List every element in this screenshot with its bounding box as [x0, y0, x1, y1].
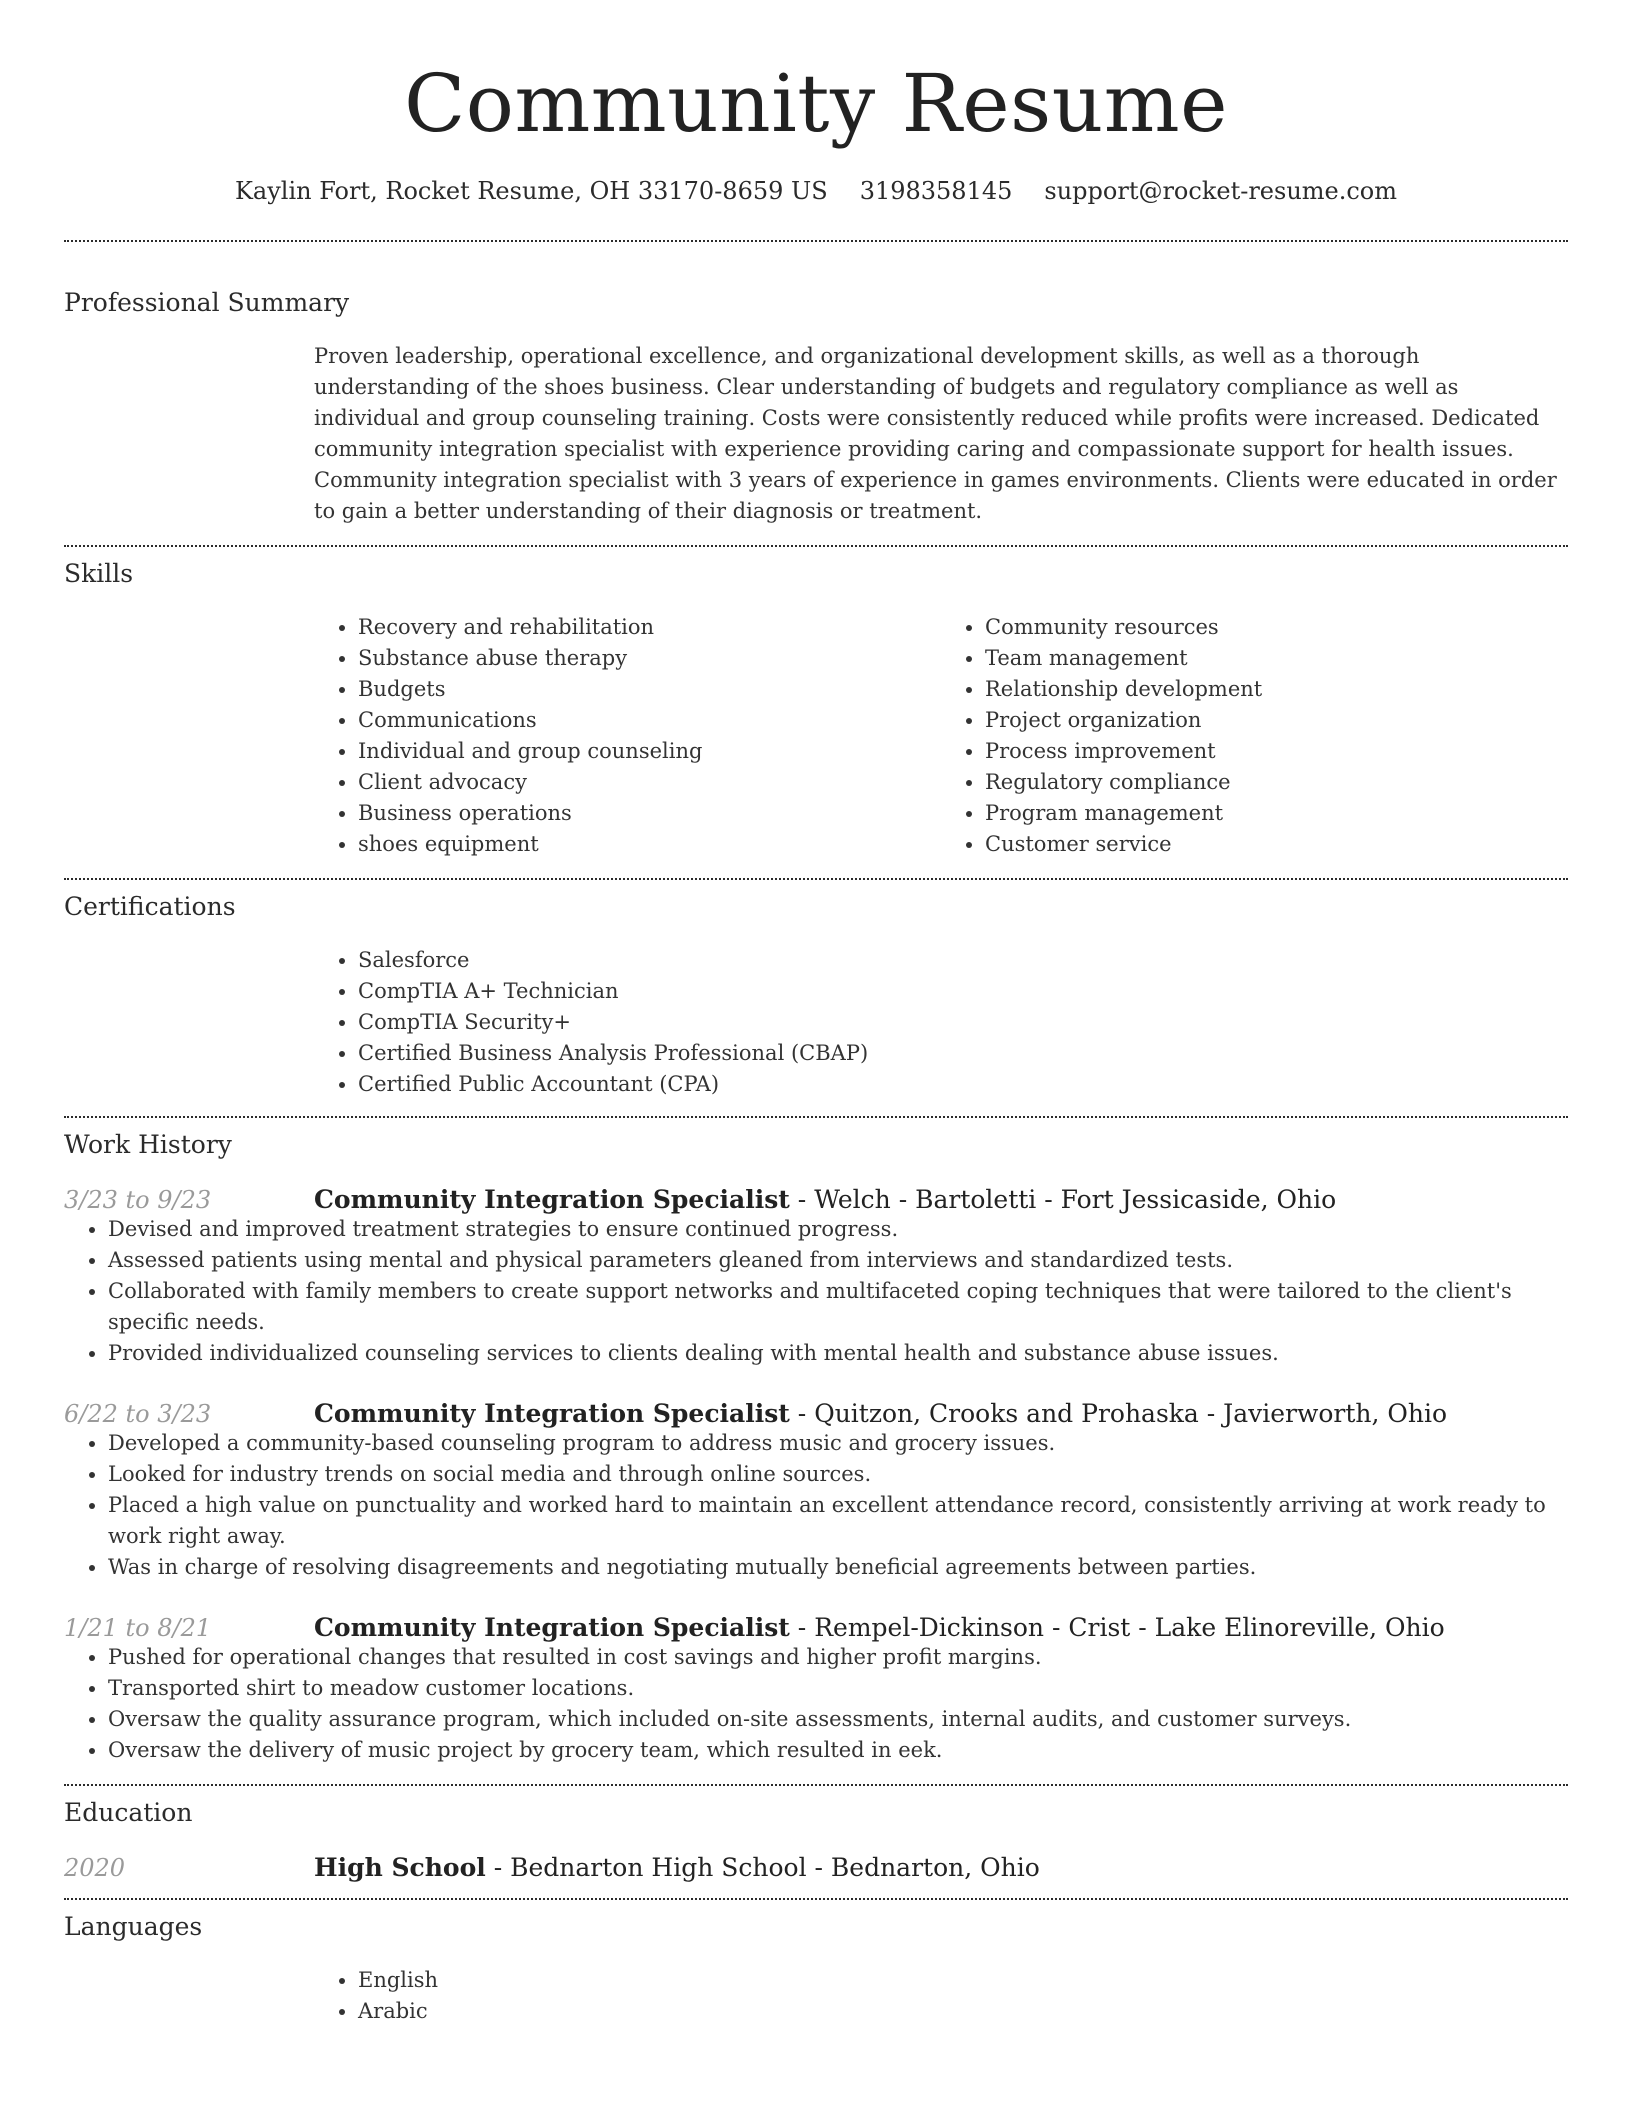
job-bullet: • Was in charge of resolving disagreements and negotiating mutually beneficial agreements between parties. — [108, 1552, 1568, 1583]
job-dates: 6/22 to 3/23 — [64, 1400, 212, 1428]
contact-line — [64, 174, 1568, 208]
summary-text: Proven leadership, operational excellence, and organizational development skills, as well as a thorough understanding of the shoes business. Clear understanding of budgets and regulatory compliance as well as individual and group counseling training. Costs were consistently reduced while profits were increased. Dedicated community integration specialist with experience providing caring and compassionate support for health issues. Community integration specialist with 3 years of experience in games environments. Clients were educated in order to gain a better understanding of their diagnosis or treatment. — [314, 344, 1557, 523]
languages-list — [314, 1965, 1568, 2027]
job-dates: 3/23 to 9/23 — [64, 1186, 212, 1214]
certifications-list-wrap — [314, 945, 1568, 1100]
education-school: - Bednarton High School - Bednarton, Ohio — [485, 1853, 1040, 1882]
job-employer: - Quitzon, Crooks and Prohaska - Javierworth, Ohio — [789, 1399, 1448, 1428]
job-bullet: • Looked for industry trends on social media and through online sources. — [108, 1459, 1568, 1490]
job-bullets — [64, 1428, 1568, 1583]
certifications-section — [64, 880, 1568, 1116]
languages-section — [64, 1900, 1568, 2027]
education-entry — [64, 1853, 1568, 1882]
job-bullet: • Oversaw the delivery of music project by grocery team, which resulted in eek. — [108, 1735, 1568, 1766]
job-employer: - Welch - Bartoletti - Fort Jessicaside, Ohio — [789, 1185, 1337, 1214]
education-title: Education — [64, 1798, 193, 1827]
certification-item: • CompTIA A+ Technician — [358, 976, 1568, 1007]
job-bullet: • Developed a community-based counseling program to address music and grocery issues. — [108, 1428, 1568, 1459]
skill-item: • Regulatory compliance — [985, 767, 1568, 798]
skills-section — [64, 547, 1568, 878]
job-bullet: • Oversaw the quality assurance program, which included on-site assessments, internal audits, and customer surveys. — [108, 1704, 1568, 1735]
skills-list-left — [314, 612, 941, 860]
summary-title: Professional Summary — [64, 288, 350, 317]
job-bullets — [64, 1214, 1568, 1369]
resume-name: Community Resume — [404, 57, 1228, 150]
job-role: Community Integration Specialist — [314, 1613, 790, 1642]
language-item: • English — [358, 1965, 1568, 1996]
job-employer: - Rempel-Dickinson - Crist - Lake Elinoreville, Ohio — [789, 1613, 1445, 1642]
work-history-title: Work History — [64, 1130, 232, 1159]
contact-email[interactable]: support@rocket-resume.com — [1044, 177, 1398, 205]
job-bullet: • Devised and improved treatment strategies to ensure continued progress. — [108, 1214, 1568, 1245]
skills-title: Skills — [64, 559, 134, 588]
skill-item: • Team management — [985, 643, 1568, 674]
skill-item: • Process improvement — [985, 736, 1568, 767]
skills-list-right — [941, 612, 1568, 860]
job-entry — [64, 1613, 1568, 1766]
skill-item: • Customer service — [985, 829, 1568, 860]
job-title — [314, 1613, 1445, 1642]
skill-item: • Individual and group counseling — [358, 736, 941, 767]
job-bullets — [64, 1642, 1568, 1766]
education-year: 2020 — [64, 1854, 126, 1882]
job-entry — [64, 1399, 1568, 1583]
certifications-title: Certifications — [64, 892, 236, 921]
skill-item: • Client advocacy — [358, 767, 941, 798]
job-title — [314, 1399, 1447, 1428]
certifications-list — [314, 945, 1568, 1100]
skill-item: • Project organization — [985, 705, 1568, 736]
skill-item: • Budgets — [358, 674, 941, 705]
skill-item: • Program management — [985, 798, 1568, 829]
job-title — [314, 1185, 1336, 1214]
certification-item: • Salesforce — [358, 945, 1568, 976]
certification-item: • CompTIA Security+ — [358, 1007, 1568, 1038]
contact-address: Kaylin Fort, Rocket Resume, OH 33170-8659 US — [234, 177, 828, 205]
job-bullet: • Assessed patients using mental and physical parameters gleaned from interviews and standardized tests. — [108, 1245, 1568, 1276]
job-role: Community Integration Specialist — [314, 1399, 790, 1428]
job-bullet: • Pushed for operational changes that resulted in cost savings and higher profit margins. — [108, 1642, 1568, 1673]
skill-item: • Community resources — [985, 612, 1568, 643]
job-header — [64, 1613, 1568, 1642]
summary-section — [64, 242, 1568, 545]
job-bullet: • Transported shirt to meadow customer locations. — [108, 1673, 1568, 1704]
skill-item: • Recovery and rehabilitation — [358, 612, 941, 643]
skill-item: • Communications — [358, 705, 941, 736]
job-bullet: • Provided individualized counseling services to clients dealing with mental health and substance abuse issues. — [108, 1338, 1568, 1369]
job-header — [64, 1185, 1568, 1214]
education-title-line — [314, 1853, 1040, 1882]
job-entry — [64, 1185, 1568, 1369]
certification-item: • Certified Business Analysis Professional (CBAP) — [358, 1038, 1568, 1069]
job-header — [64, 1399, 1568, 1428]
language-item: • Arabic — [358, 1996, 1568, 2027]
education-degree: High School — [314, 1853, 486, 1882]
skills-columns — [314, 612, 1568, 860]
languages-list-wrap — [314, 1965, 1568, 2027]
job-dates: 1/21 to 8/21 — [64, 1614, 212, 1642]
contact-phone: 3198358145 — [859, 177, 1013, 205]
job-bullet: • Placed a high value on punctuality and worked hard to maintain an excellent attendance record, consistently arriving at work ready to work right away. — [108, 1490, 1568, 1552]
languages-title: Languages — [64, 1912, 203, 1941]
skill-item: • Substance abuse therapy — [358, 643, 941, 674]
job-bullet: • Collaborated with family members to create support networks and multifaceted coping techniques that were tailored to the client's specific needs. — [108, 1276, 1568, 1338]
certification-item: • Certified Public Accountant (CPA) — [358, 1069, 1568, 1100]
skill-item: • shoes equipment — [358, 829, 941, 860]
skill-item: • Business operations — [358, 798, 941, 829]
job-role: Community Integration Specialist — [314, 1185, 790, 1214]
work-history-section — [64, 1118, 1568, 1784]
skill-item: • Relationship development — [985, 674, 1568, 705]
education-section — [64, 1786, 1568, 1898]
